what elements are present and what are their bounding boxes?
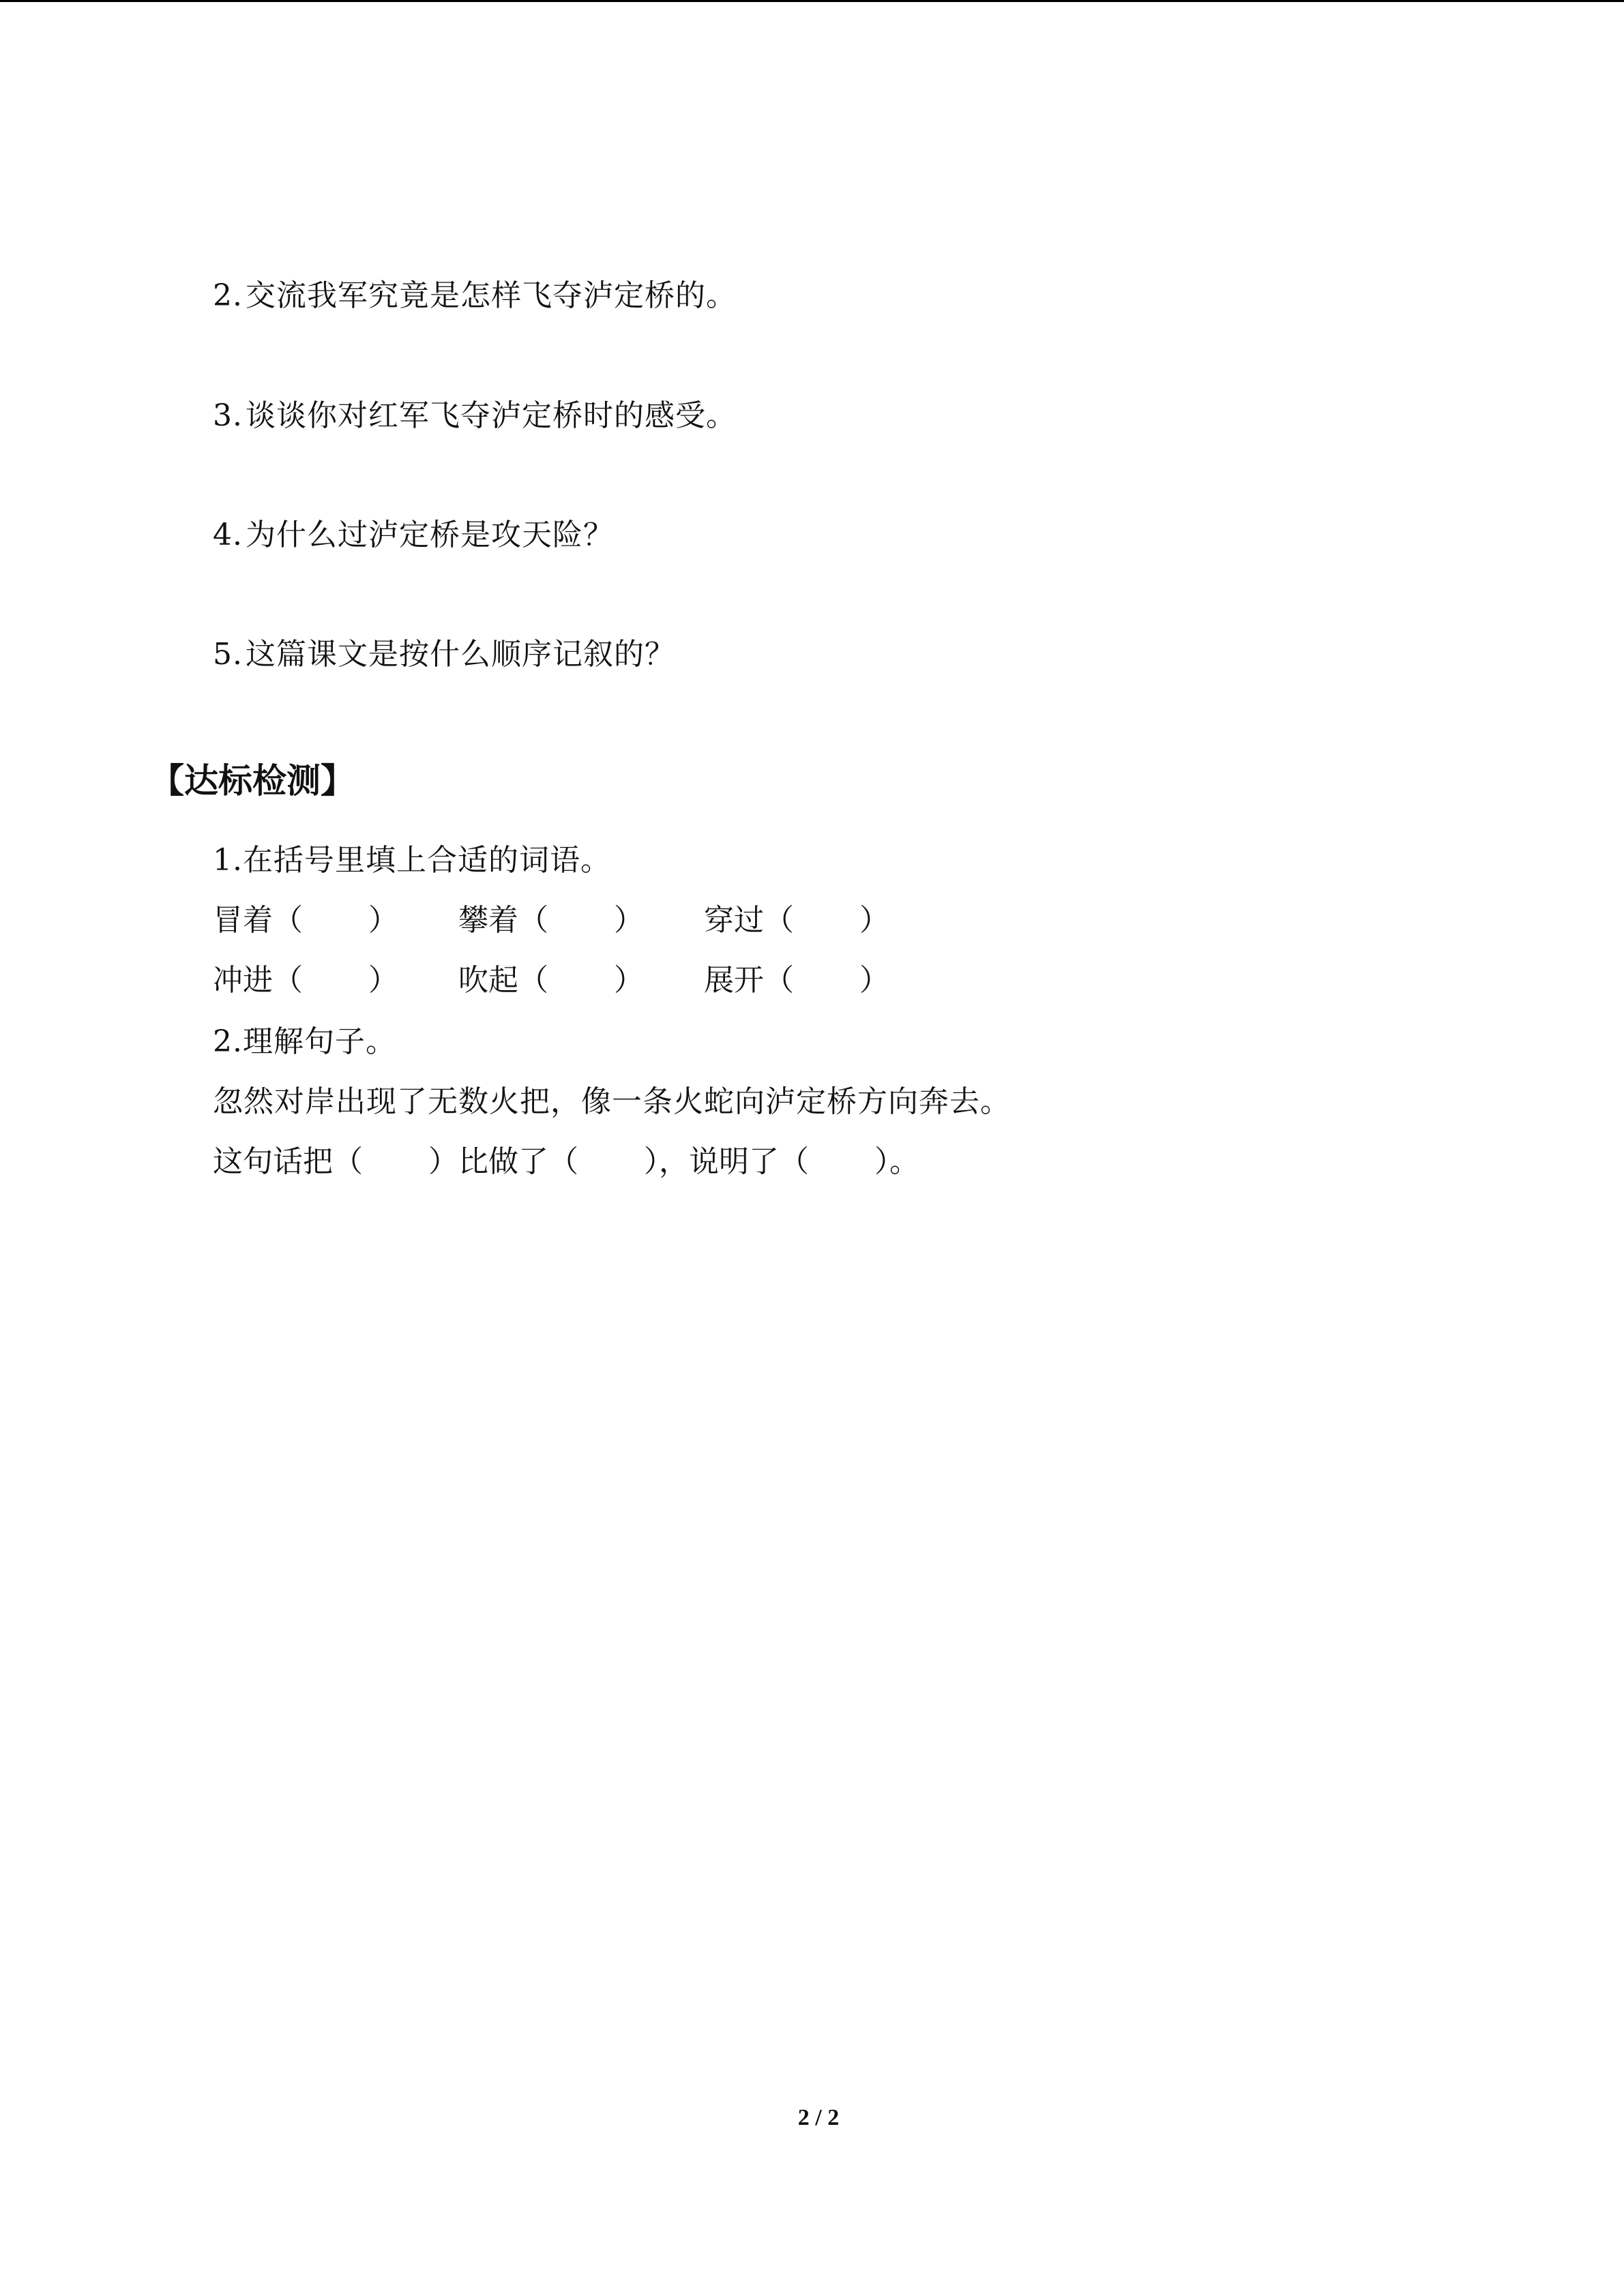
question-text: 谈谈你对红军飞夺泸定桥时的感受。: [246, 398, 737, 433]
exercise-number: 1: [213, 843, 233, 878]
question-5: [213, 634, 675, 675]
paren-open: （: [273, 903, 303, 938]
exercise-number-dot: .: [233, 1024, 243, 1059]
paren-open: （: [764, 903, 794, 938]
paren-close: ）: [614, 963, 644, 998]
question-text: 交流我军究竟是怎样飞夺泸定桥的。: [246, 278, 737, 313]
fill-text-part: ）。: [874, 1144, 919, 1179]
question-number-dot: .: [233, 398, 243, 433]
exercise-2-fill-line: [213, 1142, 919, 1182]
question-text: 这篇课文是按什么顺序记叙的？: [246, 637, 675, 672]
exercise-1-prompt: [213, 840, 611, 881]
exercise-prompt-text: 理解句子。: [243, 1024, 396, 1059]
exercise-2-prompt: [213, 1022, 396, 1062]
page-number: 2 / 2: [797, 2105, 840, 2130]
fill-text-part: ），说明了（: [644, 1144, 809, 1179]
question-4: [213, 515, 614, 556]
paren-close: ）: [368, 963, 398, 998]
fill-text-part: 这句话把（: [213, 1144, 363, 1179]
question-number: 5: [213, 637, 233, 672]
question-2: [213, 275, 737, 316]
fill-item: [458, 960, 644, 1001]
question-number-dot: .: [233, 278, 243, 313]
question-number: 3: [213, 398, 233, 433]
paren-close: ）: [859, 963, 889, 998]
paren-open: （: [273, 963, 303, 998]
fill-word: 吹起: [458, 963, 518, 998]
fill-item: [213, 960, 398, 1001]
paren-close: ）: [368, 903, 398, 938]
fill-item: [213, 900, 398, 941]
paren-close: ）: [859, 903, 889, 938]
fill-word: 冒着: [213, 903, 273, 938]
exercise-prompt-text: 在括号里填上合适的词语。: [243, 843, 611, 878]
exercise-number-dot: .: [233, 843, 243, 878]
fill-item: [458, 900, 644, 941]
fill-word: 攀着: [458, 903, 518, 938]
fill-word: 展开: [704, 963, 764, 998]
exercise-2-sentence: 忽然对岸出现了无数火把，像一条火蛇向泸定桥方向奔去。: [213, 1084, 1011, 1119]
question-number-dot: .: [233, 518, 243, 552]
section-title: 【达标检测】: [150, 761, 355, 801]
paren-open: （: [518, 963, 548, 998]
question-number: 2: [213, 278, 233, 313]
fill-item: [704, 900, 889, 941]
question-number: 4: [213, 518, 233, 552]
exercise-number: 2: [213, 1024, 233, 1059]
fill-item: [704, 960, 889, 1001]
fill-word: 冲进: [213, 963, 273, 998]
paren-open: （: [518, 903, 548, 938]
fill-text-part: ）比做了（: [428, 1144, 578, 1179]
question-number-dot: .: [233, 637, 243, 672]
question-text: 为什么过泸定桥是攻天险？: [246, 518, 614, 552]
fill-word: 穿过: [704, 903, 764, 938]
question-3: [213, 396, 737, 436]
paren-close: ）: [614, 903, 644, 938]
paren-open: （: [764, 963, 794, 998]
